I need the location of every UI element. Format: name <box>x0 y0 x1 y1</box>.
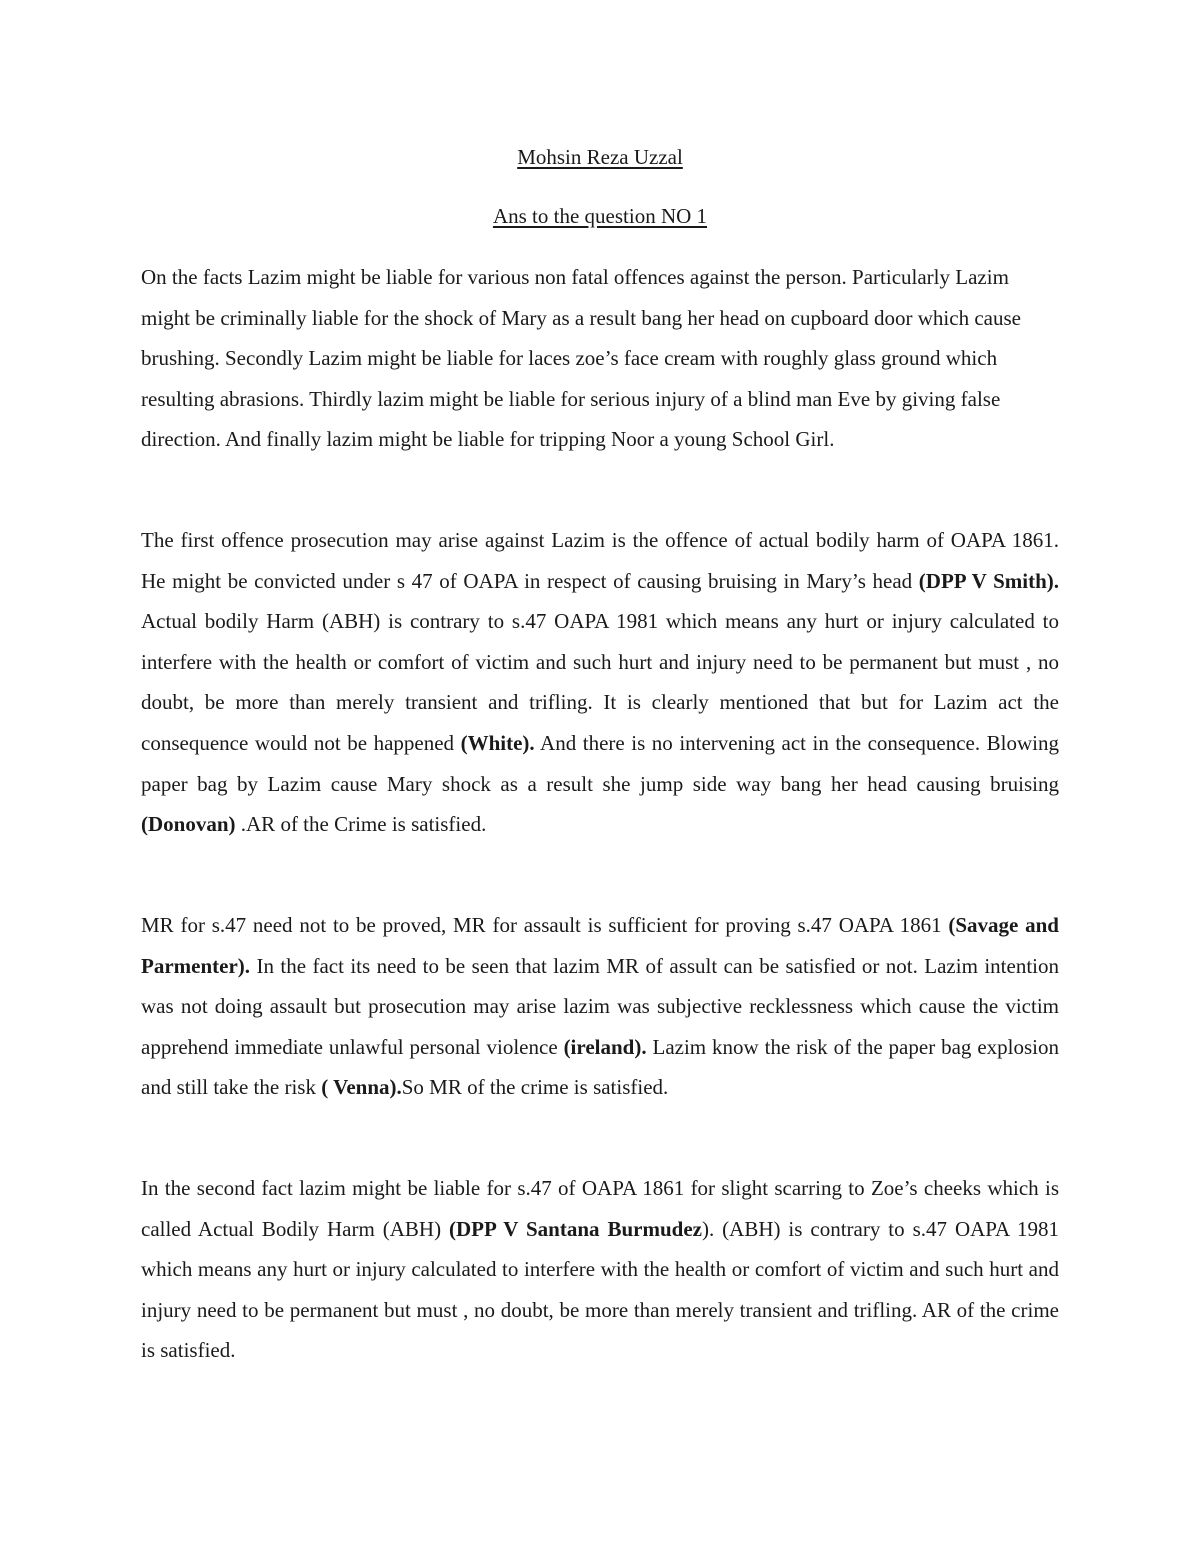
case-citation: (DPP V Santana Burmudez <box>449 1216 702 1241</box>
paragraph-4: In the second fact lazim might be liable for s.47 of OAPA 1861 for slight scarring to Zoe’s cheeks which is called Actual Bodily Harm (ABH) (DPP V Santana Burmudez). (ABH) is contrary to s.47 OAPA 1981 which means any hurt or injury calculated to interfere with the health or comfort of victim and such hurt and injury need to be permanent but must , no doubt, be more than merely transient and trifling. AR of the crime is satisfied. <box>141 1176 1060 1363</box>
case-citation: ( Venna). <box>321 1075 402 1100</box>
question-title: Ans to the question NO 1 <box>492 204 708 228</box>
case-citation: (DPP V Smith). <box>918 568 1060 593</box>
paragraph-2: The first offence prosecution may arise against Lazim is the offence of actual bodily harm of OAPA 1861. He might be convicted under s 47 of OAPA in respect of causing bruising in Mary’s head (DPP V Smith). Actual bodily Harm (ABH) is contrary to s.47 OAPA 1981 which means any hurt or injury calculated to interfere with the health or comfort of victim and such hurt and injury need to be permanent but must , no doubt, be more than merely transient and trifling. It is clearly mentioned that but for Lazim act the consequence would not be happened (White). And there is no intervening act in the consequence. Blowing paper bag by Lazim cause Mary shock as a result she jump side way bang her head causing bruising (Donovan) .AR of the Crime is satisfied. <box>141 528 1060 837</box>
paragraph-1: On the facts Lazim might be liable for various non fatal offences against the person. Particularly Lazim might be criminally liable for the shock of Mary as a result bang her head on cupboard door which cause brushing. Secondly Lazim might be liable for laces zoe’s face cream with roughly glass ground which resulting abrasions. Thirdly lazim might be liable for serious injury of a blind man Eve by giving false direction. And finally lazim might be liable for tripping Noor a young School Girl. <box>141 265 1021 452</box>
case-citation: (Donovan) <box>141 812 236 837</box>
case-citation: (Savage and Parmenter). <box>141 913 1059 978</box>
author-name: Mohsin Reza Uzzal <box>517 145 683 169</box>
case-citation: (ireland). <box>563 1034 647 1059</box>
paragraph-3: MR for s.47 need not to be proved, MR for assault is sufficient for proving s.47 OAPA 1861 (Savage and Parmenter). In the fact its need to be seen that lazim MR of assult can be satisfied or not. Lazim intention was not doing assault but prosecution may arise lazim was subjective recklessness which cause the victim apprehend immediate unlawful personal violence (ireland). Lazim know the risk of the paper bag explosion and still take the risk ( Venna).So MR of the crime is satisfied. <box>141 913 1059 1100</box>
case-citation: (White). <box>460 730 535 755</box>
